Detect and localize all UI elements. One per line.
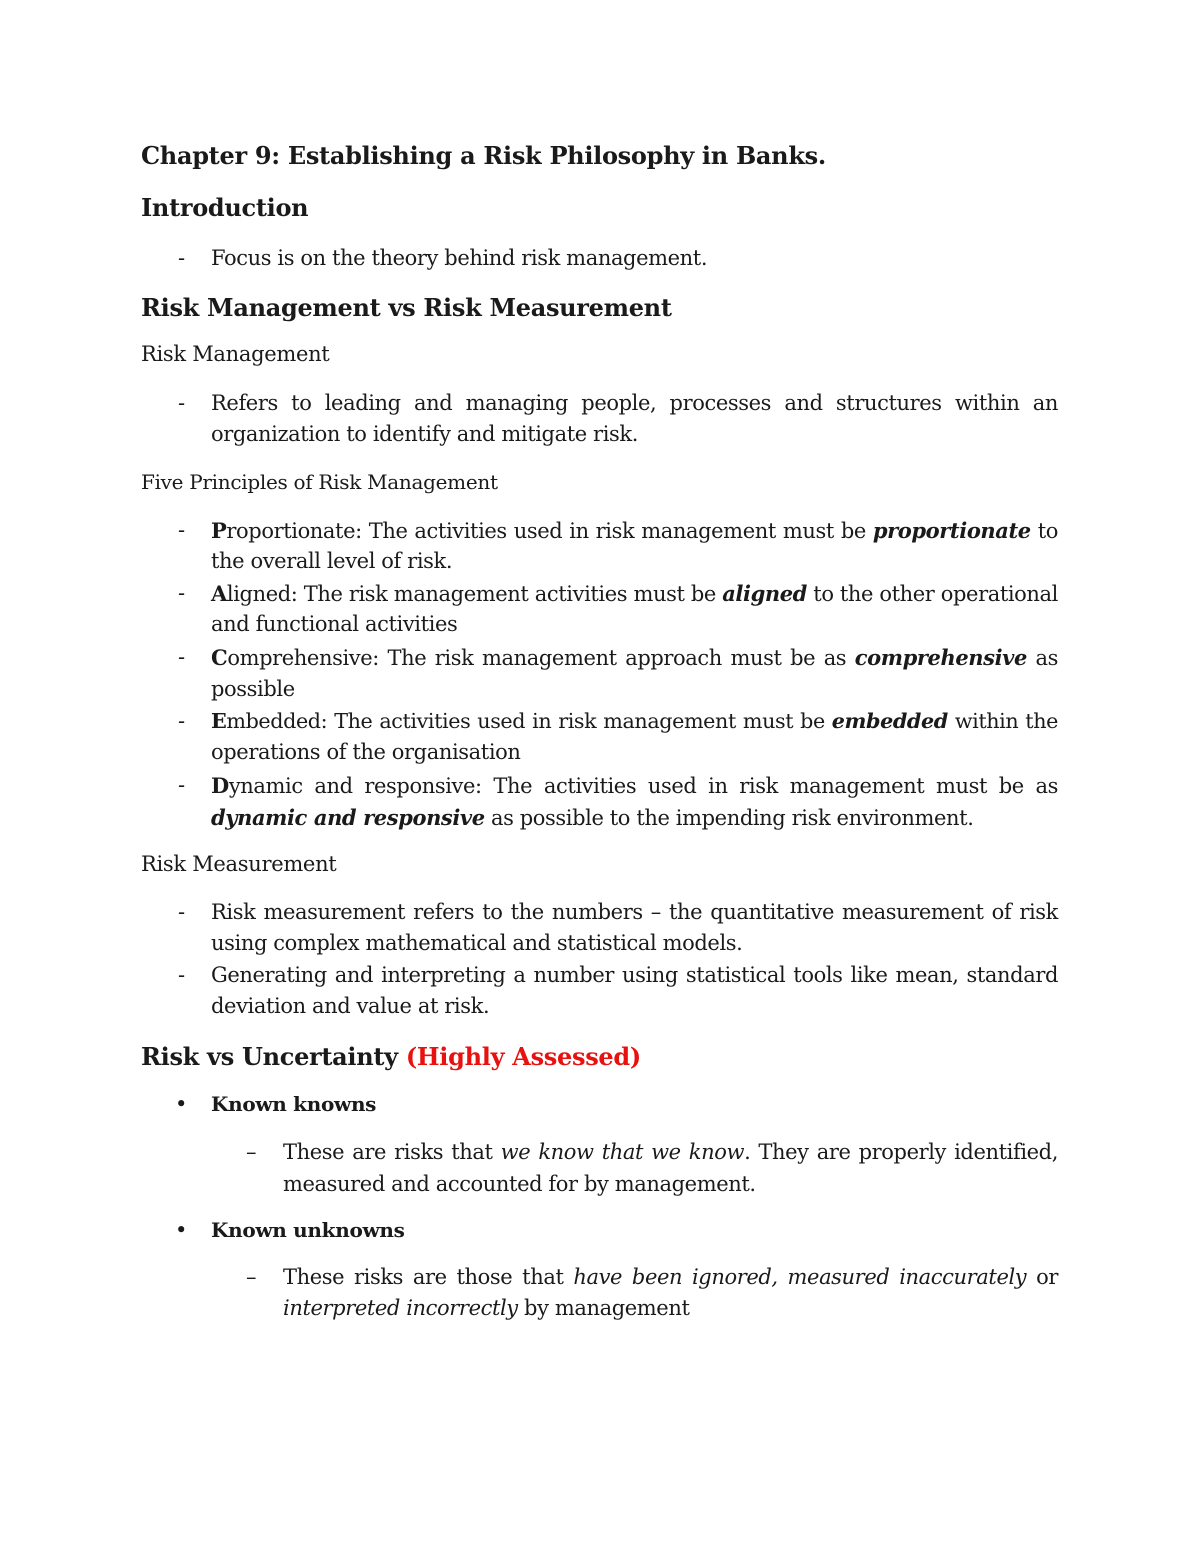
dash-marker: - — [178, 709, 186, 733]
dash-marker: - — [178, 391, 186, 415]
ku-text-end: or — [1026, 1265, 1058, 1289]
bullet-marker: • — [175, 1218, 188, 1242]
principle-text: omprehensive: The risk management approach must be as — [227, 646, 855, 670]
dash-marker: - — [178, 900, 186, 924]
dash-marker: - — [178, 963, 186, 987]
chapter-title: Chapter 9: Establishing a Risk Philosophy in Banks. — [141, 141, 826, 170]
intro-item: Focus is on the theory behind risk management. — [211, 246, 708, 270]
principle-lead-letter: C — [211, 645, 228, 670]
risk-measurement-item1-line1: Risk measurement refers to the numbers – the quantitative measurement of risk — [211, 900, 1058, 924]
principle-lead-letter: E — [211, 709, 227, 733]
principle-text: roportionate: The activities used in risk management must be — [226, 519, 873, 543]
principle-emphasis: aligned — [722, 581, 807, 606]
dash-marker: - — [178, 246, 186, 270]
principle-comprehensive-line2: possible — [211, 677, 295, 701]
principle-embedded-line1 — [211, 709, 1058, 733]
risk-measurement-item2-line2: deviation and value at risk. — [211, 994, 490, 1018]
dash-marker: - — [178, 581, 186, 605]
bullet-marker: • — [175, 1092, 188, 1116]
risk-measurement-item1-line2: using complex mathematical and statistical models. — [211, 931, 743, 955]
principle-text: ligned: The risk management activities must be — [226, 582, 723, 606]
known-knowns-line2: measured and accounted for by management. — [283, 1172, 756, 1196]
risk-measurement-item2-line1: Generating and interpreting a number using statistical tools like mean, standard — [211, 963, 1058, 987]
principle-aligned-line1 — [211, 581, 1058, 606]
principle-text: mbedded: The activities used in risk management must be — [226, 709, 832, 733]
subheading-risk-management: Risk Management — [141, 342, 330, 366]
known-unknowns-line1 — [283, 1265, 1058, 1289]
ku-emphasis: have been ignored, measured inaccurately — [573, 1265, 1027, 1289]
kk-text-end: . They are properly identified, — [744, 1140, 1058, 1164]
risk-management-definition-line2: organization to identify and mitigate risk. — [211, 422, 638, 446]
principle-proportionate-line1 — [211, 518, 1058, 543]
principle-text-end: within the — [947, 709, 1058, 733]
ku-emphasis-2: interpreted incorrectly — [283, 1296, 518, 1320]
section-heading-introduction: Introduction — [141, 193, 309, 222]
kk-emphasis: we know that we know — [500, 1140, 745, 1164]
principle-dynamic-line2 — [211, 805, 1058, 830]
principle-dynamic-line1 — [211, 773, 1058, 798]
principle-embedded-line2: operations of the organisation — [211, 740, 521, 764]
dash-marker: - — [178, 518, 186, 542]
principle-lead-letter: D — [211, 773, 229, 798]
highly-assessed-tag: (Highly Assessed) — [405, 1042, 641, 1071]
dash-marker: - — [178, 773, 186, 797]
principle-emphasis: embedded — [831, 709, 948, 733]
five-principles-heading-text: Five Principles of Risk Management — [141, 470, 498, 494]
known-knowns-label: Known knowns — [211, 1092, 377, 1116]
known-unknowns-line2 — [283, 1296, 1058, 1320]
principle-comprehensive-line1 — [211, 645, 1058, 670]
risk-management-definition-line1: Refers to leading and managing people, processes and structures within an — [211, 391, 1058, 415]
endash-marker: – — [246, 1265, 257, 1289]
principle-text-end: as possible to the impending risk environment. — [484, 806, 974, 830]
principle-text: ynamic and responsive: The activities used in risk management must be as — [228, 774, 1058, 798]
subheading-risk-measurement: Risk Measurement — [141, 852, 337, 876]
kk-text: These are risks that — [283, 1140, 501, 1164]
principle-proportionate-line2: the overall level of risk. — [211, 549, 453, 573]
heading-text: Risk vs Uncertainty — [141, 1042, 398, 1071]
principle-lead-letter: A — [211, 581, 227, 606]
principle-aligned-line2: and functional activities — [211, 612, 458, 636]
principle-emphasis: dynamic and responsive — [211, 805, 485, 830]
dash-marker: - — [178, 645, 186, 669]
section-heading-risk-vs-uncertainty — [141, 1042, 641, 1071]
principle-text-end: to — [1030, 519, 1058, 543]
known-unknowns-label: Known unknowns — [211, 1218, 405, 1242]
principle-emphasis: proportionate — [872, 518, 1031, 543]
known-knowns-line1 — [283, 1140, 1058, 1164]
ku-text: These risks are those that — [283, 1265, 574, 1289]
subheading-five-principles — [141, 470, 498, 494]
principle-text-end: as — [1026, 646, 1058, 670]
principle-lead-letter: P — [211, 518, 227, 543]
principle-text-end: to the other operational — [806, 582, 1058, 606]
endash-marker: – — [246, 1140, 257, 1164]
ku-text-final: by management — [517, 1296, 690, 1320]
principle-emphasis: comprehensive — [854, 645, 1027, 670]
section-heading-rm-vs-measurement: Risk Management vs Risk Measurement — [141, 293, 672, 322]
